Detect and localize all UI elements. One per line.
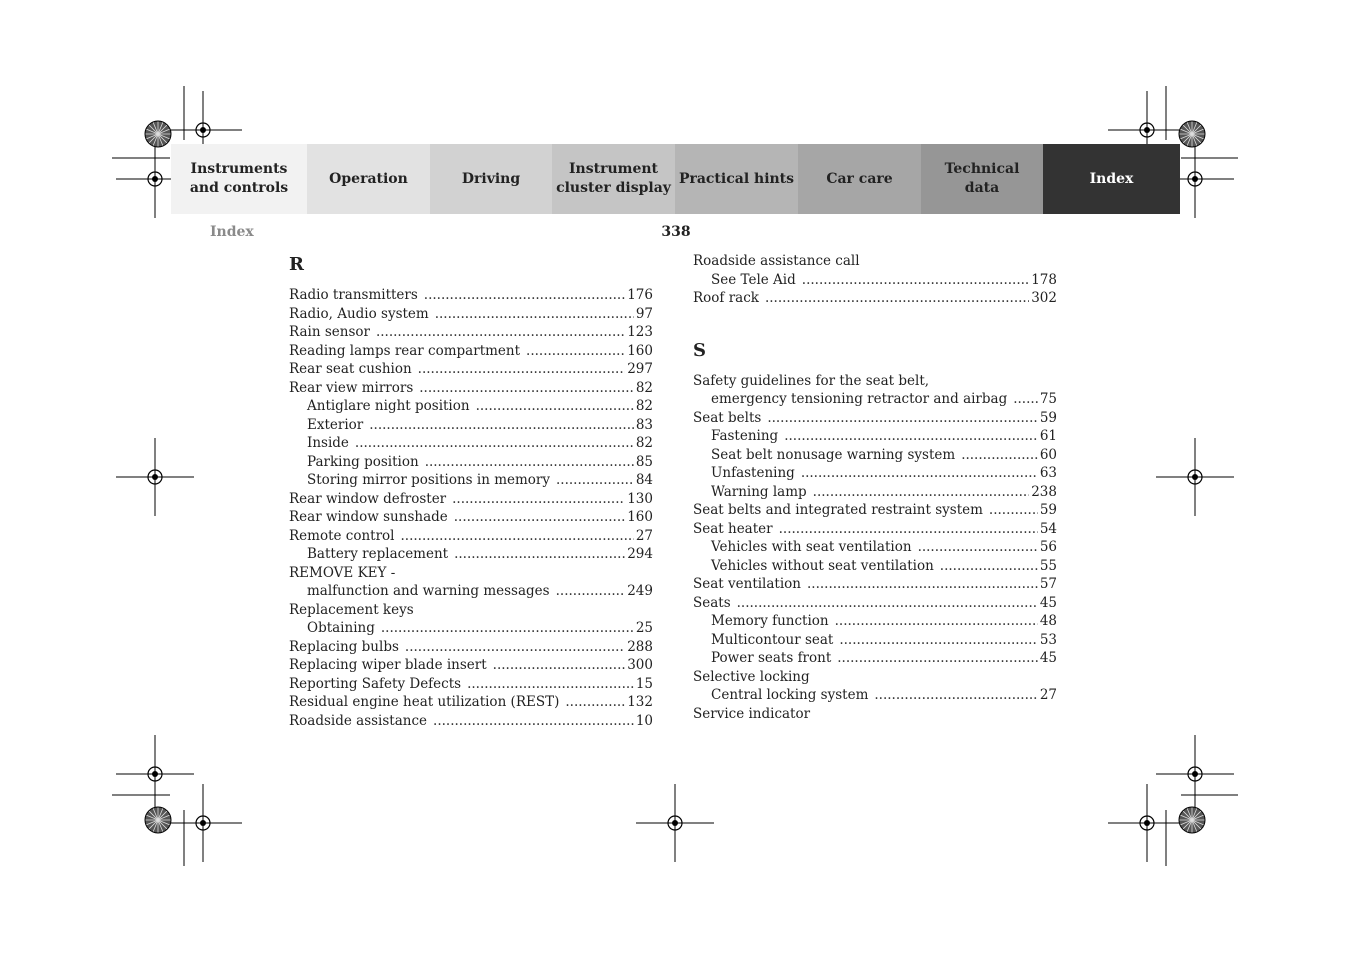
tab-index[interactable] [1043,144,1180,214]
index-entry-label: Rear window defroster [289,490,447,507]
index-entry [289,638,653,657]
index-entry-label: Fastening [711,428,779,444]
index-entry-page: 59 [1039,409,1057,426]
index-entry [693,612,1057,631]
dot-leader [369,416,634,435]
index-entry-page: 84 [635,472,653,488]
index-entry-label: Unfastening [711,465,795,481]
index-entry-label: Antiglare night position [307,398,470,414]
index-column-right [693,252,1057,723]
tab-label: Instrument cluster display [556,161,671,196]
dot-leader [425,453,634,472]
index-entry [289,675,653,694]
index-entry [289,379,653,398]
index-entry-page: 82 [635,398,653,414]
index-entry [289,656,653,675]
index-entry [289,342,653,361]
dot-leader [1013,390,1038,409]
index-entry [693,409,1057,428]
index-entry-label: Seat belts and integrated restraint system [693,502,983,518]
index-entry-page: 288 [627,638,653,655]
index-entry-page: 60 [1039,446,1057,463]
index-entry-page: 132 [627,694,653,710]
dot-leader [940,557,1038,576]
index-entry [693,464,1057,483]
dot-leader [376,323,625,342]
index-entry-page: 25 [635,620,653,636]
tab-driving[interactable] [430,144,552,214]
index-entry [693,501,1057,520]
index-entry-label: See Tele Aid [711,271,796,288]
tab-practical-hints[interactable] [675,144,798,214]
index-entry-page: 249 [627,583,653,599]
index-entry-label: Seat belt nonusage warning system [711,446,956,463]
index-entry-page: 178 [1031,271,1057,288]
index-entry-page: 85 [635,453,653,470]
index-entry-label: Seats [693,594,731,611]
index-entry-label: Battery replacement [307,546,449,562]
index-entry-page: 83 [635,416,653,433]
index-entry-label: REMOVE KEY - [289,564,396,581]
index-entry-page: 123 [627,324,653,340]
index-entry-page: 27 [635,527,653,544]
index-entry [693,252,1057,271]
index-entry [289,471,653,490]
index-entry-label: Safety guidelines for the seat belt, [693,372,930,389]
tab-instrument-cluster-display[interactable] [552,144,675,214]
index-entry [289,601,653,620]
dot-leader [784,427,1038,446]
index-entry-page: 61 [1039,428,1057,444]
dot-leader [452,490,625,509]
index-entry-page: 27 [1039,687,1057,703]
index-column-left [289,252,653,730]
index-entry-label: Remote control [289,527,395,544]
index-entry-label: Reading lamps rear compartment [289,342,521,359]
index-entry [289,360,653,379]
index-entry-page: 294 [627,546,653,562]
dot-leader [837,649,1038,668]
index-entry-label: Seat ventilation [693,576,801,592]
dot-leader [419,379,634,398]
index-entry-label: Replacing wiper blade insert [289,657,487,673]
dot-leader [989,501,1038,520]
index-entry-page: 45 [1039,650,1057,666]
index-entry [289,582,653,601]
dot-leader [765,289,1029,308]
index-entry-page: 238 [1031,483,1057,500]
index-entry [693,271,1057,290]
dot-leader [493,656,626,675]
index-entry-label: Rear seat cushion [289,361,412,377]
index-entry [693,649,1057,668]
dot-leader [813,483,1030,502]
dot-leader [835,612,1038,631]
index-entry-label: Central locking system [711,687,869,703]
tab-label: Operation [329,170,408,187]
index-entry [289,619,653,638]
index-entry-label: Vehicles without seat ventilation [711,557,934,574]
tab-label: Car care [826,170,893,187]
dot-leader [807,575,1038,594]
index-entry-page: 63 [1039,465,1057,481]
index-entry [693,668,1057,687]
tab-operation[interactable] [307,144,430,214]
index-entry-page: 56 [1039,539,1057,555]
section-label: Index [210,224,254,240]
section-gap [693,308,1057,338]
index-entry [693,446,1057,465]
index-entry [289,564,653,583]
dot-leader [526,342,625,361]
index-letter-heading: R [289,254,304,275]
index-entry-page: 160 [627,509,653,525]
index-entry-page: 82 [635,435,653,451]
index-entry [693,557,1057,576]
dot-leader [874,686,1037,705]
index-entry-list [693,252,1057,308]
index-entry [289,416,653,435]
dot-leader [401,527,634,546]
index-entry [289,453,653,472]
index-entry-label: Rear window sunshade [289,509,448,525]
index-entry [693,483,1057,502]
index-entry-page: 10 [635,712,653,729]
index-entry-list [289,286,653,730]
dot-leader [565,693,625,712]
dot-leader [801,464,1038,483]
tab-car-care[interactable] [798,144,921,214]
index-entry-page: 54 [1039,520,1057,537]
tab-label: Driving [461,170,521,187]
index-entry-label: Power seats front [711,650,832,666]
dot-leader [961,446,1038,465]
page-number: 338 [661,224,691,240]
dot-leader [454,545,625,564]
index-entry-label: Parking position [307,453,419,470]
index-entry-label: Storing mirror positions in memory [307,472,550,488]
tab-technical-data[interactable] [921,144,1043,214]
index-entry-label: Memory function [711,613,829,629]
dot-leader [476,397,634,416]
index-entry-label: Residual engine heat utilization (REST) [289,694,560,710]
index-entry [289,305,653,324]
index-entry-page: 53 [1039,631,1057,648]
index-entry-label: Multicontour seat [711,631,834,648]
index-entry-page: 97 [635,305,653,322]
index-entry-page: 75 [1039,391,1057,407]
dot-leader [802,271,1029,290]
index-entry-label: Inside [307,435,349,451]
index-entry [693,427,1057,446]
index-entry-label: Roadside assistance [289,712,428,729]
index-entry-page: 55 [1039,557,1057,574]
index-entry-page: 160 [627,342,653,359]
index-entry-page: 57 [1039,576,1057,592]
index-letter-heading: S [693,339,706,361]
dot-leader [556,582,626,601]
dot-leader [433,712,634,731]
index-entry-page: 82 [635,379,653,396]
index-entry [289,508,653,527]
index-entry [693,631,1057,650]
index-entry [289,286,653,305]
dot-leader [454,508,625,527]
index-entry-page: 176 [627,287,653,303]
index-entry-label: Obtaining [307,620,375,636]
dot-leader [355,434,634,453]
dot-leader [467,675,634,694]
section-tab-bar [171,144,1180,214]
index-entry [289,712,653,731]
index-entry-label: Replacement keys [289,601,414,618]
index-entry [289,693,653,712]
index-entry-label: Rear view mirrors [289,379,414,396]
dot-leader [918,538,1038,557]
index-entry-label: Selective locking [693,668,810,685]
dot-leader [418,360,626,379]
index-entry-label: Radio, Audio system [289,305,429,322]
dot-leader [381,619,634,638]
index-entry-page: 15 [635,675,653,692]
index-entry-label: emergency tensioning retractor and airbag [711,391,1008,407]
dot-leader [779,520,1038,539]
index-entry-label: Exterior [307,416,364,433]
index-entry [289,545,653,564]
index-entry-label: Radio transmitters [289,287,418,303]
index-entry [693,686,1057,705]
dot-leader [737,594,1038,613]
index-entry [693,372,1057,391]
dot-leader [839,631,1037,650]
index-entry-label: Seat belts [693,409,762,426]
index-entry-label: Rain sensor [289,324,370,340]
index-entry-page: 300 [627,657,653,673]
index-entry [693,575,1057,594]
index-entry [693,705,1057,724]
index-entry-label: Roof rack [693,290,759,306]
index-entry-page: 130 [627,490,653,507]
index-entry-page: 48 [1039,613,1057,629]
tab-label: Technical data [944,161,1020,196]
index-entry-label: Seat heater [693,520,773,537]
dot-leader [435,305,634,324]
index-entry [289,434,653,453]
index-entry [693,520,1057,539]
index-entry [693,594,1057,613]
index-entry [693,289,1057,308]
tab-label: Index [1089,170,1134,187]
index-entry-label: Replacing bulbs [289,638,399,655]
tab-instruments-and-controls[interactable] [171,144,307,214]
index-entry [289,397,653,416]
index-entry [289,490,653,509]
index-entry-page: 45 [1039,594,1057,611]
index-entry-label: Reporting Safety Defects [289,675,462,692]
index-entry-page: 297 [627,361,653,377]
index-entry-label: malfunction and warning messages [307,583,550,599]
tab-label: Instruments and controls [189,161,289,196]
index-entry-label: Roadside assistance call [693,253,860,269]
dot-leader [556,471,634,490]
dot-leader [424,286,625,305]
tab-label: Practical hints [678,170,795,187]
index-entry-page: 302 [1031,290,1057,306]
index-entry [693,390,1057,409]
index-entry [289,527,653,546]
index-entry [289,323,653,342]
index-entry-label: Service indicator [693,705,811,722]
index-entry-page: 59 [1039,502,1057,518]
index-entry-list [693,372,1057,724]
dot-leader [767,409,1038,428]
index-entry-label: Vehicles with seat ventilation [711,539,912,555]
dot-leader [405,638,625,657]
index-entry-label: Warning lamp [711,483,807,500]
index-entry [693,538,1057,557]
